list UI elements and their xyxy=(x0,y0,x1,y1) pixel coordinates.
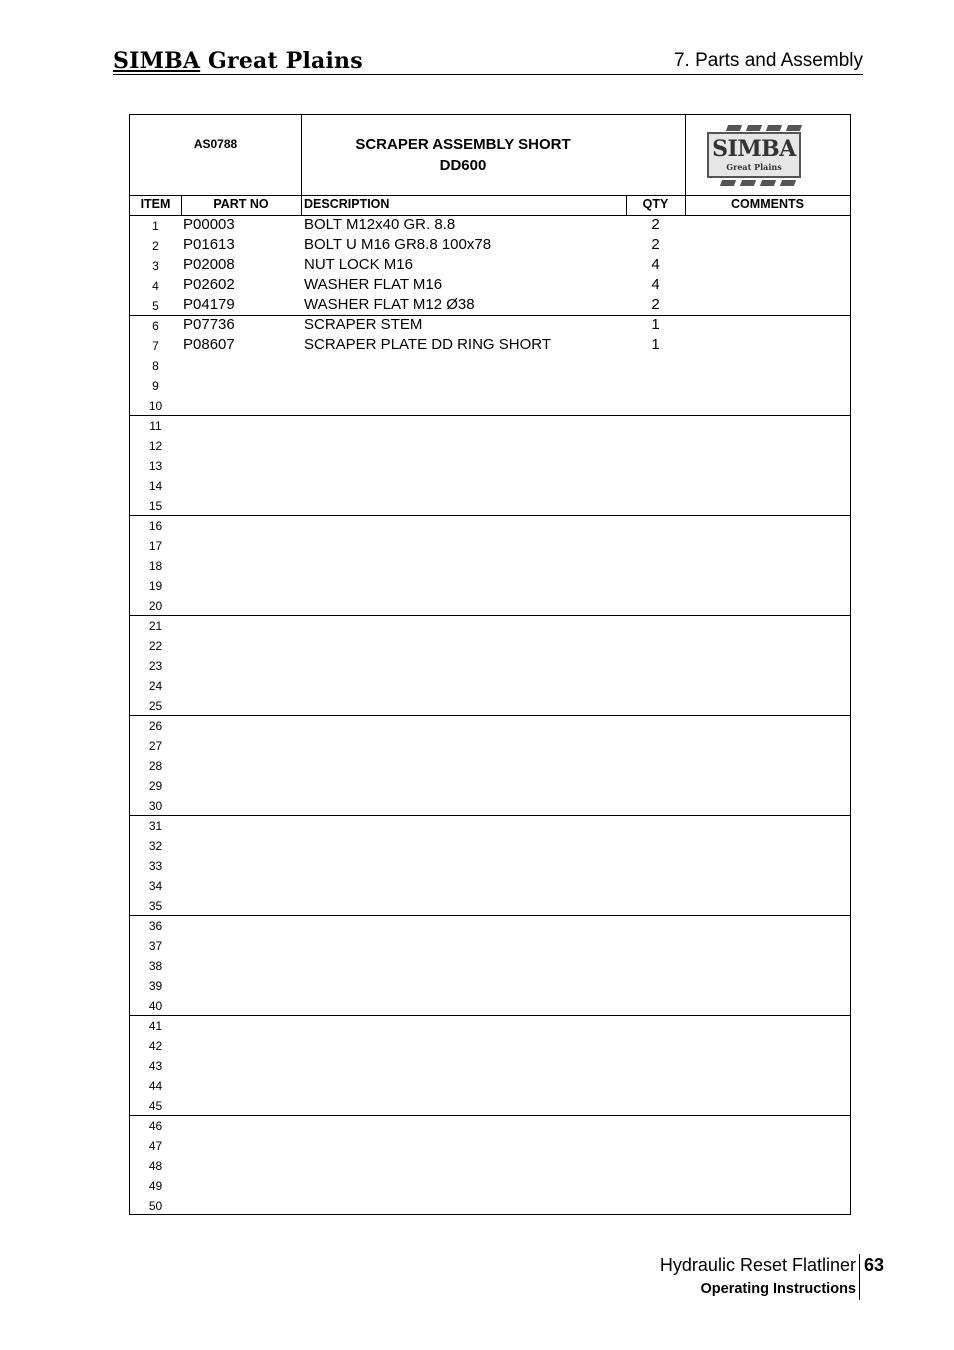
table-row xyxy=(130,715,850,735)
item-number: 11 xyxy=(149,419,162,433)
col-header-description: DESCRIPTION xyxy=(304,197,390,211)
table-row xyxy=(130,695,850,715)
assembly-code: AS0788 xyxy=(193,137,238,151)
item-number: 19 xyxy=(148,579,163,593)
table-row xyxy=(130,435,850,455)
item-number: 30 xyxy=(148,799,163,813)
quantity: 4 xyxy=(651,276,660,293)
table-row xyxy=(130,815,850,835)
footer-divider xyxy=(859,1254,860,1300)
part-description: WASHER FLAT M12 Ø38 xyxy=(304,296,475,313)
quantity: 2 xyxy=(651,236,660,253)
item-number: 50 xyxy=(148,1199,163,1213)
part-number: P08607 xyxy=(183,336,235,353)
item-number: 46 xyxy=(148,1119,163,1133)
item-number: 27 xyxy=(148,739,163,753)
item-number: 42 xyxy=(148,1039,163,1053)
table-row xyxy=(130,675,850,695)
item-number: 26 xyxy=(148,719,163,733)
logo-stripes-top xyxy=(709,125,801,131)
table-row xyxy=(130,1155,850,1175)
part-number: P04179 xyxy=(183,296,235,313)
table-row xyxy=(130,935,850,955)
table-row xyxy=(130,335,850,355)
logo-stripes-bottom xyxy=(709,180,801,186)
part-description: SCRAPER PLATE DD RING SHORT xyxy=(304,336,551,353)
item-number: 21 xyxy=(148,619,163,633)
table-row xyxy=(130,275,850,295)
item-number: 12 xyxy=(148,439,163,453)
table-row xyxy=(130,775,850,795)
parts-table xyxy=(129,114,851,1215)
part-description: WASHER FLAT M16 xyxy=(304,276,443,293)
item-number: 34 xyxy=(148,879,163,893)
table-row xyxy=(130,255,850,275)
table-row xyxy=(130,215,850,235)
col-header-item: ITEM xyxy=(140,197,171,211)
logo-word: SIMBA xyxy=(712,136,796,162)
table-row xyxy=(130,655,850,675)
table-row xyxy=(130,1035,850,1055)
part-number: P01613 xyxy=(183,236,235,253)
table-row xyxy=(130,595,850,615)
item-number: 14 xyxy=(148,479,163,493)
item-number: 29 xyxy=(148,779,163,793)
table-row xyxy=(130,1055,850,1075)
table-row xyxy=(130,1095,850,1115)
table-row xyxy=(130,395,850,415)
item-number: 49 xyxy=(148,1179,163,1193)
item-number: 23 xyxy=(148,659,163,673)
item-number: 48 xyxy=(148,1159,163,1173)
table-row xyxy=(130,475,850,495)
table-row xyxy=(130,575,850,595)
section-title: 7. Parts and Assembly xyxy=(673,50,863,71)
part-description: NUT LOCK M16 xyxy=(304,256,413,273)
table-row xyxy=(130,295,850,315)
item-number: 31 xyxy=(148,819,163,833)
item-number: 3 xyxy=(152,259,159,273)
table-row xyxy=(130,415,850,435)
logo-plate xyxy=(707,132,801,178)
table-row xyxy=(130,1175,850,1195)
table-row xyxy=(130,1015,850,1035)
table-row xyxy=(130,835,850,855)
footer-title: Hydraulic Reset Flatliner xyxy=(659,1255,856,1275)
table-row xyxy=(130,895,850,915)
table-row xyxy=(130,875,850,895)
table-row xyxy=(130,315,850,335)
item-number: 36 xyxy=(148,919,163,933)
table-row xyxy=(130,1075,850,1095)
table-row xyxy=(130,535,850,555)
table-row xyxy=(130,735,850,755)
part-number: P02602 xyxy=(183,276,235,293)
assembly-title-line2: DD600 xyxy=(439,157,487,174)
part-number: P00003 xyxy=(183,216,235,233)
item-number: 4 xyxy=(152,279,159,293)
brand-wordmark xyxy=(113,48,363,74)
item-number: 10 xyxy=(148,399,163,413)
brand-suffix: Great Plains xyxy=(200,48,363,74)
quantity: 4 xyxy=(651,256,660,273)
part-number: P02008 xyxy=(183,256,235,273)
item-number: 47 xyxy=(148,1139,163,1153)
part-description: BOLT U M16 GR8.8 100x78 xyxy=(304,236,492,253)
table-row xyxy=(130,795,850,815)
item-number: 8 xyxy=(152,359,159,373)
table-row xyxy=(130,755,850,775)
table-row xyxy=(130,855,850,875)
item-number: 41 xyxy=(148,1019,163,1033)
quantity: 1 xyxy=(651,336,660,353)
table-row xyxy=(130,375,850,395)
page-number: 63 xyxy=(864,1255,885,1275)
table-row xyxy=(130,1195,850,1215)
assembly-title xyxy=(301,134,625,176)
table-row xyxy=(130,1115,850,1135)
quantity: 2 xyxy=(651,296,660,313)
item-number: 22 xyxy=(148,639,163,653)
table-row xyxy=(130,635,850,655)
item-number: 32 xyxy=(148,839,163,853)
table-row xyxy=(130,1135,850,1155)
table-row xyxy=(130,615,850,635)
item-number: 2 xyxy=(152,239,159,253)
table-row xyxy=(130,975,850,995)
item-number: 20 xyxy=(148,599,163,613)
col-header-comments: COMMENTS xyxy=(731,197,804,211)
part-description: BOLT M12x40 GR. 8.8 xyxy=(304,216,456,233)
footer-subtitle: Operating Instructions xyxy=(700,1281,856,1297)
table-row xyxy=(130,495,850,515)
item-number: 6 xyxy=(152,319,159,333)
part-number: P07736 xyxy=(183,316,235,333)
col-header-part: PART NO xyxy=(213,197,269,211)
title-block-bottom xyxy=(130,195,850,196)
logo-subtitle: Great Plains xyxy=(726,162,782,172)
simba-logo xyxy=(705,123,805,187)
item-number: 1 xyxy=(152,219,159,233)
item-number: 24 xyxy=(148,679,163,693)
table-row xyxy=(130,355,850,375)
table-row xyxy=(130,455,850,475)
table-row xyxy=(130,515,850,535)
item-number: 13 xyxy=(148,459,163,473)
item-number: 37 xyxy=(148,939,163,953)
table-row xyxy=(130,995,850,1015)
assembly-title-line1: SCRAPER ASSEMBLY SHORT xyxy=(355,136,571,153)
item-number: 43 xyxy=(148,1059,163,1073)
item-number: 35 xyxy=(148,899,163,913)
item-number: 28 xyxy=(148,759,163,773)
item-number: 5 xyxy=(152,299,159,313)
item-number: 9 xyxy=(152,379,159,393)
item-number: 44 xyxy=(148,1079,163,1093)
brand-name: SIMBA xyxy=(113,48,201,74)
table-row xyxy=(130,915,850,935)
item-number: 16 xyxy=(148,519,163,533)
part-description: SCRAPER STEM xyxy=(304,316,423,333)
table-row xyxy=(130,235,850,255)
item-number: 15 xyxy=(148,499,163,513)
col-header-qty: QTY xyxy=(642,197,669,211)
item-number: 25 xyxy=(148,699,163,713)
table-row xyxy=(130,555,850,575)
item-number: 17 xyxy=(148,539,163,553)
item-number: 38 xyxy=(148,959,163,973)
table-row xyxy=(130,955,850,975)
item-number: 45 xyxy=(148,1099,163,1113)
item-number: 40 xyxy=(148,999,163,1013)
item-number: 33 xyxy=(148,859,163,873)
header-rule xyxy=(113,74,863,75)
quantity: 2 xyxy=(651,216,660,233)
item-number: 18 xyxy=(148,559,163,573)
quantity: 1 xyxy=(651,316,660,333)
item-number: 7 xyxy=(152,339,159,353)
item-number: 39 xyxy=(148,979,163,993)
